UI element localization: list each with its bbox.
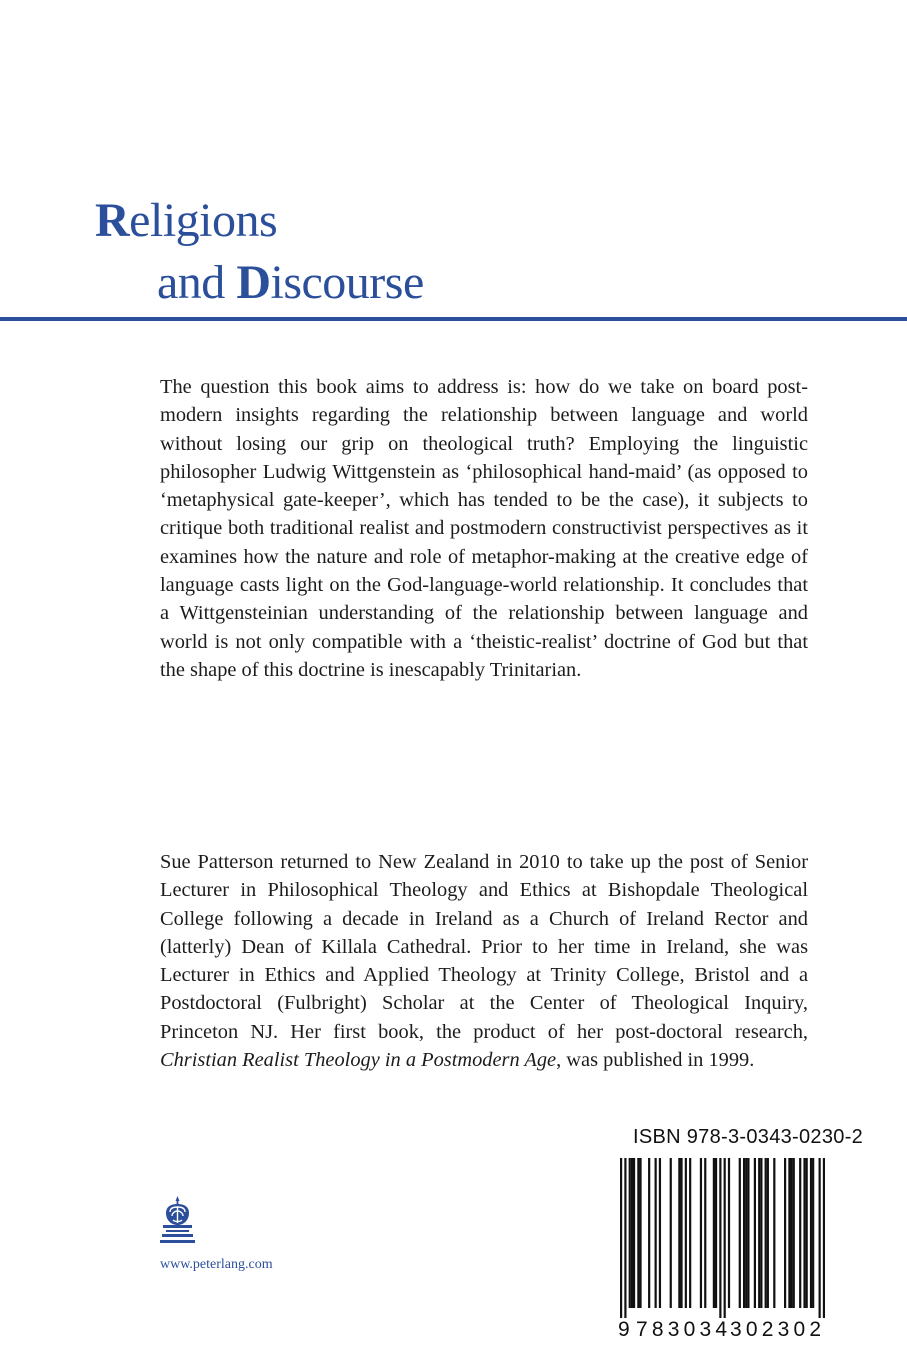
barcode-bar	[620, 1158, 622, 1318]
barcode-bar	[790, 1158, 792, 1308]
author-bio-text: Sue Patterson returned to New Zealand in 2010 to take up the post of Senior Lecturer in Philosophical Theology and Ethics at Bishopdale Theological College following a decade in Ireland as a Church of Ireland Rector and (latterly) Dean of Killala Cathedral. Prior to her time in Ireland, she was Lecturer in Ethics and Applied Theology at Trinity College, Bristol and a Postdoctoral (Fulbright) Scholar at the Center of Theological Inquiry, Princeton NJ. Her first book, the product of her post-doctoral research,	[160, 851, 808, 1043]
barcode-bar	[713, 1158, 715, 1308]
barcode-bar	[633, 1158, 635, 1308]
book-blurb: The question this book aims to address is: how do we take on board post-modern insights regarding the relationship between language and world without losing our grip on theological truth? Employing the linguistic philosopher Ludwig Wittgenstein as ‘philosophical hand-maid’ (as opposed to ‘metaphysical gate-keeper’, which has tended to be the case), it subjects to critique both traditional realist and postmodern constructivist perspectives as it examines how the nature and role of metaphor-making at the creative edge of language casts light on the God-language-world relationship. It concludes that a Wittgensteinian understanding of the relationship between language and world is not only compatible with a ‘theistic-realist’ doctrine of God but that the shape of this doctrine is inescapably Trinitarian.	[160, 376, 808, 681]
barcode-bar	[773, 1158, 775, 1308]
series-title	[95, 190, 424, 314]
barcode-bar	[812, 1158, 814, 1308]
barcode-bar	[799, 1158, 801, 1308]
barcode-bar	[659, 1158, 661, 1308]
barcode-bar	[788, 1158, 790, 1308]
barcode-digits-group-1: 783034	[636, 1318, 732, 1341]
publisher-url[interactable]: www.peterlang.com	[160, 1257, 273, 1272]
barcode-bar	[689, 1158, 691, 1308]
series-divider-rule	[0, 317, 907, 321]
barcode-bar	[639, 1158, 641, 1308]
barcode-bar	[704, 1158, 706, 1308]
barcode-digit-first: 9	[618, 1318, 630, 1341]
series-title-word-discourse: iscourse	[270, 256, 424, 309]
barcode-bar	[655, 1158, 657, 1308]
barcode-digits-group-2: 302302	[730, 1318, 826, 1341]
peter-lang-logo-icon	[160, 1195, 195, 1247]
barcode-bar	[631, 1158, 633, 1308]
barcode-bar	[637, 1158, 639, 1308]
series-title-line-1	[95, 190, 424, 252]
barcode-bar	[670, 1158, 672, 1308]
barcode-bar	[810, 1158, 812, 1308]
barcode-bar	[728, 1158, 730, 1308]
barcode-bar	[745, 1158, 747, 1308]
barcode-bar	[700, 1158, 702, 1308]
isbn-label: ISBN 978-3-0343-0230-2	[633, 1126, 864, 1148]
series-title-line-2	[95, 252, 424, 314]
barcode-bar	[747, 1158, 749, 1308]
series-title-word-and: and	[157, 256, 237, 309]
isbn-barcode	[620, 1158, 825, 1318]
barcode-bar	[680, 1158, 682, 1308]
author-bio	[160, 848, 808, 1074]
author-bio-text-end: , was published in 1999.	[556, 1049, 755, 1072]
series-title-initial-r: R	[95, 194, 130, 247]
barcode-bar	[754, 1158, 756, 1308]
barcode-bar	[765, 1158, 767, 1308]
barcode-bar	[724, 1158, 726, 1318]
barcode-bar	[743, 1158, 745, 1308]
barcode-bar	[715, 1158, 717, 1308]
barcode-bar	[624, 1158, 626, 1318]
barcode-bar	[678, 1158, 680, 1308]
barcode-bar	[803, 1158, 805, 1308]
barcode-bar	[648, 1158, 650, 1308]
barcode-bar	[629, 1158, 631, 1308]
author-previous-book-title: Christian Realist Theology in a Postmodern Age	[160, 1049, 557, 1072]
barcode-bar	[793, 1158, 795, 1308]
barcode-bar	[719, 1158, 721, 1318]
series-title-initial-d: D	[236, 256, 271, 309]
barcode-bar	[739, 1158, 741, 1308]
barcode-bar	[806, 1158, 808, 1308]
barcode-bar	[760, 1158, 762, 1308]
barcode-bar	[767, 1158, 769, 1308]
barcode-bar	[758, 1158, 760, 1308]
barcode-bar	[823, 1158, 825, 1318]
barcode-bar	[685, 1158, 687, 1308]
series-title-word-religions: eligions	[129, 194, 278, 247]
barcode-bar	[819, 1158, 821, 1318]
barcode-bar	[784, 1158, 786, 1308]
